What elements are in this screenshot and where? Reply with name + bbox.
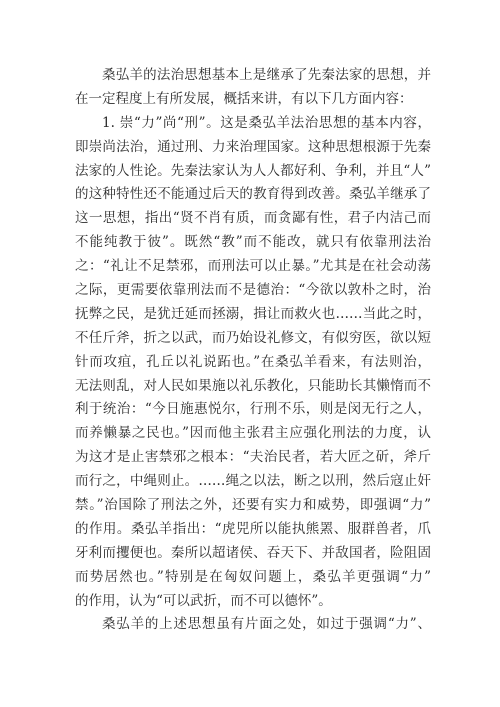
text-line: 的这种特性还不能通过后天的教育得到改善。桑弘羊继承了	[75, 186, 431, 203]
text-line: 抚弊之民，是犹迁延而拯溺，揖让而救火也……当此之时，	[75, 305, 431, 322]
text-line: 即崇尚法治，通过刑、力来治理国家。这种思想根源于先秦	[75, 138, 431, 155]
text-line: 1. 崇“力”尚“刑”。这是桑弘羊法治思想的基本内容，	[102, 114, 431, 131]
text-line: 为这才是止害禁邪之根本：“夫治民者，若大匠之斫，斧斤	[75, 449, 431, 466]
text-line: 桑弘羊的上述思想虽有片面之处，如过于强调“力”、	[102, 616, 431, 633]
text-line: 而养懒暴之民也。”因而他主张君主应强化刑法的力度，认	[75, 425, 431, 442]
text-line: 法家的人性论。先秦法家认为人人都好利、争利，并且“人”	[75, 162, 431, 179]
text-line: 不任斤斧，折之以武，而乃始设礼修文，有似穷医，欲以短	[75, 329, 431, 346]
text-line: 而行之，中绳则止。……绳之以法，断之以刑，然后寇止奸	[75, 473, 431, 490]
text-line: 之：“礼让不足禁邪，而刑法可以止暴。”尤其是在社会动荡	[75, 258, 431, 275]
text-line: 的作用，认为“可以武折，而不可以德怀”。	[75, 592, 332, 609]
text-line: 在一定程度上有所发展，概括来讲，有以下几方面内容：	[75, 90, 413, 107]
text-line: 的作用。桑弘羊指出：“虎兕所以能执熊罴、服群兽者，爪	[75, 520, 431, 537]
document-body	[75, 64, 431, 637]
text-line: 这一思想，指出“贤不肖有质，而贪鄙有性，君子内洁己而	[75, 210, 431, 227]
text-line: 针而攻疽，孔丘以礼说跖也。”在桑弘羊看来，有法则治，	[75, 353, 431, 370]
text-line: 利于统治：“今日施惠悦尔，行刑不乐，则是闵无行之人，	[75, 401, 431, 418]
text-line: 不能纯教于彼”。既然“教”而不能改，就只有依靠刑法治	[75, 234, 431, 251]
text-line: 桑弘羊的法治思想基本上是继承了先秦法家的思想，并	[102, 67, 431, 83]
text-line: 无法则乱，对人民如果施以礼乐教化，只能助长其懒惰而不	[75, 377, 431, 394]
text-line: 禁。”治国除了刑法之外，还要有实力和威势，即强调“力”	[75, 497, 431, 514]
text-line: 之际，更需要依靠刑法而不是德治：“今欲以敦朴之时，治	[75, 282, 431, 299]
text-line: 而势居然也。”特别是在匈奴问题上，桑弘羊更强调“力”	[75, 568, 431, 585]
text-line: 牙利而攫便也。秦所以超诸侯、吞天下、并敌国者，险阻固	[75, 544, 431, 561]
